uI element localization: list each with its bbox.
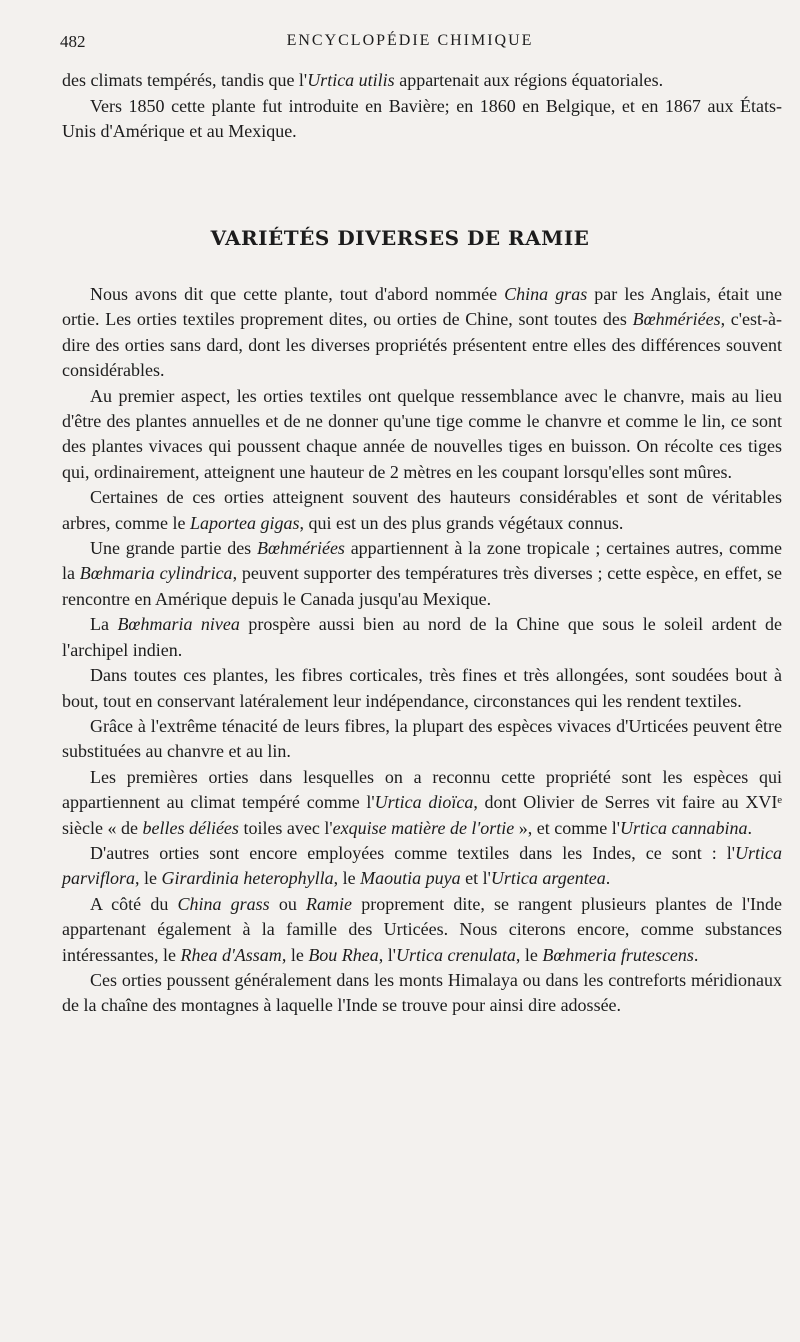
section-heading: VARIÉTÉS DIVERSES DE RAMIE [210, 226, 590, 250]
page-number: 482 [60, 32, 86, 51]
paragraph-7: Grâce à l'extrême ténacité de leurs fibres, la plupart des espèces vivaces d'Urticées peuvent être substituées au chanvre et au lin. [62, 715, 782, 762]
paragraph-1: Nous avons dit que cette plante, tout d'abord nommée China gras par les Anglais, était une ortie. Les orties textiles proprement dites, ou orties de Chine, sont toutes des Bœhmériées, c'est-à-dire des orties sans dard, dont les diverses propriétés présentent entre elles des différences souvent considérables. [62, 284, 782, 381]
intro-paragraph-2: Vers 1850 cette plante fut introduite en Bavière; en 1860 en Belgique, et en 1867 aux États-Unis d'Amérique et au Mexique. [62, 95, 782, 142]
paragraph-2: Au premier aspect, les orties textiles ont quelque ressemblance avec le chanvre, mais au lieu d'être des plantes annuelles et de ne donner qu'une tige comme le chanvre et comme le lin, ce sont des plantes vivaces qui poussent chaque année de nouvelles tiges en buisson. On récolte ces tiges qui, ordinairement, atteignent une hauteur de 2 mètres en les coupant lorsqu'elles sont mûres. [62, 385, 782, 482]
paragraph-8: Les premières orties dans lesquelles on a reconnu cette propriété sont les espèces qui appartiennent au climat tempéré comme l'Urtica dioïca, dont Olivier de Serres vit faire au XVIᵉ siècle « de belles déliées toiles avec l'exquise matière de l'ortie », et comme l'Urtica cannabina. [62, 766, 782, 838]
intro-paragraph-1: des climats tempérés, tandis que l'Urtica utilis appartenait aux régions équatoriales. [62, 70, 664, 90]
running-title: ENCYCLOPÉDIE CHIMIQUE [286, 32, 534, 49]
paragraph-5: La Bœhmaria nivea prospère aussi bien au nord de la Chine que sous le soleil ardent de l'archipel indien. [62, 614, 782, 660]
paragraph-4: Une grande partie des Bœhmériées appartiennent à la zone tropicale ; certaines autres, comme la Bœhmaria cylindrica, peuvent supporter des températures très diverses ; cette espèce, en effet, se rencontre en Amérique depuis le Canada jusqu'au Mexique. [62, 538, 783, 609]
intro-text [62, 68, 782, 145]
section-body [62, 282, 782, 1019]
paragraph-9: D'autres orties sont encore employées comme textiles dans les Indes, ce sont : l'Urtica parviflora, le Girardinia heterophylla, le Maoutia puya et l'Urtica argentea. [62, 842, 782, 889]
paragraph-11: Ces orties poussent généralement dans les monts Himalaya ou dans les contreforts méridionaux de la chaîne des montagnes à laquelle l'Inde se trouve pour ainsi dire adossée. [62, 969, 782, 1016]
paragraph-6: Dans toutes ces plantes, les fibres corticales, très fines et très allongées, sont soudées bout à bout, tout en conservant latéralement leur indépendance, circonstances qui les rendent textiles. [62, 665, 782, 711]
paragraph-10: A côté du China grass ou Ramie proprement dite, se rangent plusieurs plantes de l'Inde appartenant également à la famille des Urticées. Nous citerons encore, comme substances intéressantes, le Rhea d'Assam, le Bou Rhea, l'Urtica crenulata, le Bœhmeria frutescens. [62, 893, 783, 965]
page-header [60, 32, 760, 56]
paragraph-3: Certaines de ces orties atteignent souvent des hauteurs considérables et sont de véritables arbres, comme le Laportea gigas, qui est un des plus grands végétaux connus. [62, 487, 782, 533]
